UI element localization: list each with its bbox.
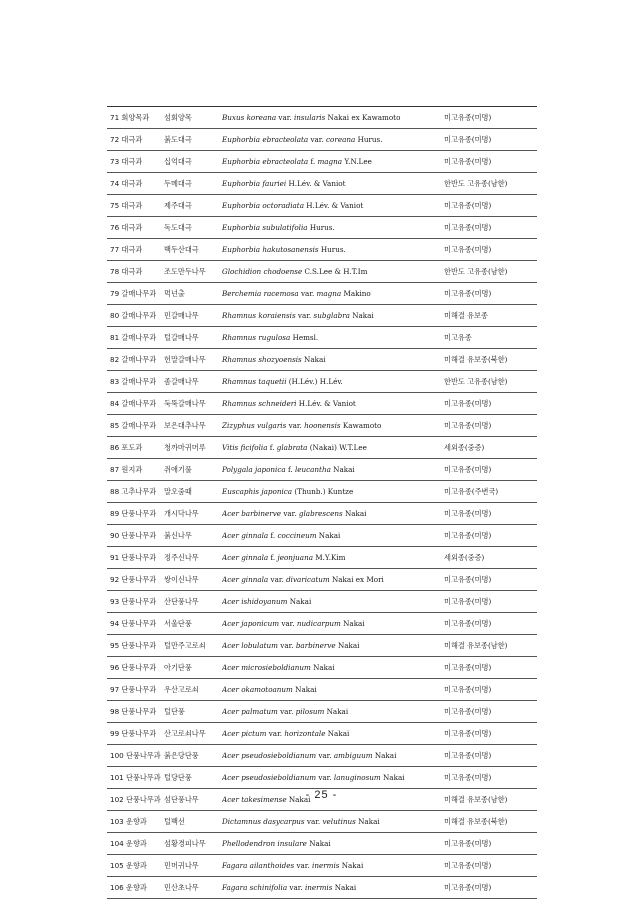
- status-cell: 미고유종(미명): [441, 239, 537, 261]
- scientific-name-italic: Vitis ficifolia: [222, 443, 268, 452]
- status-cell: 미고유종(미명): [441, 217, 537, 239]
- table-row: [107, 701, 537, 723]
- scientific-name-italic: Acer microsieboldianum: [222, 663, 311, 672]
- scientific-name-plain: Nakai: [380, 773, 405, 782]
- scientific-name-plain: Nakai: [335, 641, 360, 650]
- scientific-name-plain: M.Y.Kim: [312, 553, 346, 562]
- number-family-cell: 87 원지과: [107, 459, 164, 481]
- number-family-cell: 86 포도과: [107, 437, 164, 459]
- scientific-name-plain: var.: [277, 641, 296, 650]
- number-family-cell: 80 갈매나무과: [107, 305, 164, 327]
- number-family-cell: 77 대극과: [107, 239, 164, 261]
- number-family-cell: 78 대극과: [107, 261, 164, 283]
- korean-name-cell: 털갈매나무: [164, 327, 222, 349]
- table-row: [107, 811, 537, 833]
- scientific-name-plain: (Thunb.) Kuntze: [292, 487, 354, 496]
- number-family-cell: 91 단풍나무과: [107, 547, 164, 569]
- scientific-name-plain: Nakai: [306, 839, 331, 848]
- scientific-name-plain: Nakai: [292, 685, 317, 694]
- status-cell: 미고유종(미명): [441, 151, 537, 173]
- scientific-name-cell: [222, 349, 441, 371]
- scientific-name-italic: Zizyphus vulgaris: [222, 421, 287, 430]
- scientific-name-plain: H.Lév. & Vaniot: [286, 179, 346, 188]
- scientific-name-plain: Nakai: [372, 751, 397, 760]
- scientific-name-cell: [222, 503, 441, 525]
- table-row: [107, 107, 537, 129]
- korean-name-cell: 서울단풍: [164, 613, 222, 635]
- number-family-cell: 79 갈매나무과: [107, 283, 164, 305]
- scientific-name-plain: Nakai: [286, 795, 311, 804]
- number-family-cell: 73 대극과: [107, 151, 164, 173]
- korean-name-cell: 두메대극: [164, 173, 222, 195]
- status-cell: 미해결 유보종(남한): [441, 635, 537, 657]
- scientific-name-cell: [222, 745, 441, 767]
- status-cell: 미고유종(미명): [441, 767, 537, 789]
- status-cell: 미고유종(주변국): [441, 481, 537, 503]
- table-row: [107, 547, 537, 569]
- scientific-name-cell: [222, 195, 441, 217]
- scientific-name-italic: Acer ginnala: [222, 575, 269, 584]
- page-number: - 25 -: [305, 789, 338, 801]
- table-row: [107, 305, 537, 327]
- scientific-name-plain: var.: [266, 729, 285, 738]
- scientific-name-plain: var.: [316, 773, 334, 782]
- scientific-name-cell: [222, 811, 441, 833]
- scientific-name-cell: [222, 635, 441, 657]
- korean-name-cell: 털당단풍: [164, 767, 222, 789]
- table-row: [107, 459, 537, 481]
- korean-name-cell: 털만주고로쇠: [164, 635, 222, 657]
- scientific-name-plain: var.: [316, 751, 334, 760]
- table-row: [107, 877, 537, 899]
- scientific-name-plain: var.: [281, 509, 299, 518]
- number-family-cell: 92 단풍나무과: [107, 569, 164, 591]
- status-cell: 미고유종(미명): [441, 855, 537, 877]
- status-cell: 미고유종(미명): [441, 745, 537, 767]
- scientific-name-italic: glabrescens: [298, 509, 343, 518]
- species-table: [107, 106, 537, 899]
- scientific-name-italic: Rhamnus shozyoensis: [222, 355, 302, 364]
- number-family-cell: 89 단풍나무과: [107, 503, 164, 525]
- table-row: [107, 151, 537, 173]
- table-row: [107, 437, 537, 459]
- status-cell: 미고유종(미명): [441, 657, 537, 679]
- scientific-name-plain: Nakai: [301, 355, 326, 364]
- scientific-name-italic: divaricatum: [286, 575, 330, 584]
- scientific-name-italic: Berchemia racemosa: [222, 289, 299, 298]
- number-family-cell: 71 회양목과: [107, 107, 164, 129]
- scientific-name-italic: subglabra: [313, 311, 350, 320]
- number-family-cell: 81 갈매나무과: [107, 327, 164, 349]
- scientific-name-plain: var.: [277, 707, 296, 716]
- scientific-name-cell: [222, 547, 441, 569]
- korean-name-cell: 산고로쇠나무: [164, 723, 222, 745]
- scientific-name-plain: Nakai: [332, 883, 357, 892]
- scientific-name-plain: var.: [279, 619, 297, 628]
- number-family-cell: 75 대극과: [107, 195, 164, 217]
- scientific-name-cell: [222, 569, 441, 591]
- table-row: [107, 569, 537, 591]
- status-cell: 미고유종(미명): [441, 503, 537, 525]
- scientific-name-italic: Acer barbinerve: [222, 509, 282, 518]
- scientific-name-plain: Hurus.: [355, 135, 383, 144]
- scientific-name-italic: Rhamnus schneideri: [222, 399, 297, 408]
- status-cell: 한반도 고유종(남한): [441, 261, 537, 283]
- scientific-name-plain: (H.Lév.) H.Lév.: [286, 377, 343, 386]
- korean-name-cell: 섬황경피나무: [164, 833, 222, 855]
- scientific-name-cell: [222, 327, 441, 349]
- scientific-name-italic: Fagara schinifolia: [222, 883, 288, 892]
- scientific-name-plain: Nakai: [287, 597, 312, 606]
- number-family-cell: 88 고추나무과: [107, 481, 164, 503]
- table-row: [107, 635, 537, 657]
- korean-name-cell: 청까마귀머루: [164, 437, 222, 459]
- scientific-name-cell: [222, 767, 441, 789]
- table-row: [107, 525, 537, 547]
- korean-name-cell: 민산초나무: [164, 877, 222, 899]
- status-cell: 세외종(중증): [441, 437, 537, 459]
- scientific-name-cell: [222, 679, 441, 701]
- korean-name-cell: 십억대극: [164, 151, 222, 173]
- scientific-name-italic: magna: [317, 157, 343, 166]
- korean-name-cell: 민갈매나무: [164, 305, 222, 327]
- scientific-name-plain: Nakai ex Kawamoto: [325, 113, 401, 122]
- korean-name-cell: 개시닥나무: [164, 503, 222, 525]
- scientific-name-plain: Hurus.: [307, 223, 335, 232]
- korean-name-cell: 털단풍: [164, 701, 222, 723]
- scientific-name-cell: [222, 173, 441, 195]
- scientific-name-cell: [222, 525, 441, 547]
- number-family-cell: 83 갈매나무과: [107, 371, 164, 393]
- status-cell: 한반도 고유종(남한): [441, 173, 537, 195]
- scientific-name-italic: hoonensis: [304, 421, 341, 430]
- scientific-name-cell: [222, 855, 441, 877]
- number-family-cell: 96 단풍나무과: [107, 657, 164, 679]
- korean-name-cell: 보은대추나무: [164, 415, 222, 437]
- scientific-name-italic: Dictamnus dasycarpus: [222, 817, 305, 826]
- number-family-cell: 106 운향과: [107, 877, 164, 899]
- scientific-name-italic: Phellodendron insulare: [222, 839, 307, 848]
- number-family-cell: 82 갈매나무과: [107, 349, 164, 371]
- scientific-name-italic: Acer pictum: [222, 729, 267, 738]
- scientific-name-plain: C.S.Lee & H.T.Im: [302, 267, 368, 276]
- status-cell: 세외종(중증): [441, 547, 537, 569]
- scientific-name-italic: jeonjuana: [277, 553, 313, 562]
- scientific-name-cell: [222, 305, 441, 327]
- scientific-name-plain: Nakai: [324, 707, 349, 716]
- korean-name-cell: 털백선: [164, 811, 222, 833]
- number-family-cell: 85 갈매나무과: [107, 415, 164, 437]
- korean-name-cell: 붉은당단풍: [164, 745, 222, 767]
- scientific-name-plain: Nakai: [310, 663, 335, 672]
- number-family-cell: 72 대극과: [107, 129, 164, 151]
- korean-name-cell: 민머귀나무: [164, 855, 222, 877]
- status-cell: 미고유종(미명): [441, 679, 537, 701]
- scientific-name-plain: Nakai: [325, 729, 350, 738]
- status-cell: 미해결 유보종(북한): [441, 349, 537, 371]
- scientific-name-cell: [222, 239, 441, 261]
- table-row: [107, 173, 537, 195]
- scientific-name-cell: [222, 591, 441, 613]
- scientific-name-plain: Nakai: [339, 861, 364, 870]
- table-row: [107, 393, 537, 415]
- scientific-name-cell: [222, 481, 441, 503]
- scientific-name-italic: pilosum: [295, 707, 325, 716]
- scientific-name-italic: leucantha: [294, 465, 331, 474]
- scientific-name-italic: Acer lobulatum: [222, 641, 278, 650]
- scientific-name-cell: [222, 877, 441, 899]
- korean-name-cell: 둑뚝갈매나무: [164, 393, 222, 415]
- scientific-name-cell: [222, 415, 441, 437]
- scientific-name-italic: ambiguum: [333, 751, 373, 760]
- scientific-name-italic: Rhamnus taquetii: [222, 377, 287, 386]
- table-row: [107, 833, 537, 855]
- scientific-name-italic: glabrata: [276, 443, 308, 452]
- table-row: [107, 415, 537, 437]
- number-family-cell: 74 대극과: [107, 173, 164, 195]
- scientific-name-italic: Glochidion chodoense: [222, 267, 303, 276]
- korean-name-cell: 아기단풍: [164, 657, 222, 679]
- scientific-name-plain: f.: [308, 157, 318, 166]
- scientific-name-cell: [222, 283, 441, 305]
- scientific-name-cell: [222, 613, 441, 635]
- scientific-name-italic: Acer ishidoyanum: [222, 597, 288, 606]
- scientific-name-italic: Buxus koreana: [222, 113, 277, 122]
- table-row: [107, 195, 537, 217]
- scientific-name-italic: Acer ginnala: [222, 531, 269, 540]
- status-cell: 미고유종(미명): [441, 877, 537, 899]
- scientific-name-plain: Y.N.Lee: [342, 157, 372, 166]
- scientific-name-plain: Nakai: [316, 531, 341, 540]
- table-row: [107, 613, 537, 635]
- species-table-body: [107, 107, 537, 899]
- scientific-name-plain: (Nakai) W.T.Lee: [307, 443, 367, 452]
- scientific-name-cell: [222, 107, 441, 129]
- status-cell: 미고유종(미명): [441, 459, 537, 481]
- korean-name-cell: 붉도대극: [164, 129, 222, 151]
- scientific-name-cell: [222, 261, 441, 283]
- scientific-name-plain: H.Lév. & Vaniot: [304, 201, 364, 210]
- korean-name-cell: 먹넌출: [164, 283, 222, 305]
- number-family-cell: 98 단풍나무과: [107, 701, 164, 723]
- number-family-cell: 76 대극과: [107, 217, 164, 239]
- scientific-name-italic: horizontale: [284, 729, 326, 738]
- scientific-name-italic: inermis: [312, 861, 340, 870]
- korean-name-cell: 조도만두나무: [164, 261, 222, 283]
- table-row: [107, 745, 537, 767]
- status-cell: 한반도 고유종(남한): [441, 371, 537, 393]
- scientific-name-italic: insularis: [294, 113, 326, 122]
- status-cell: 미고유종(미명): [441, 393, 537, 415]
- korean-name-cell: 제주대극: [164, 195, 222, 217]
- scientific-name-plain: Nakai ex Mori: [329, 575, 384, 584]
- scientific-name-plain: Nakai: [355, 817, 380, 826]
- status-cell: 미고유종(미명): [441, 833, 537, 855]
- table-row: [107, 349, 537, 371]
- number-family-cell: 102 단풍나무과: [107, 789, 164, 811]
- scientific-name-italic: Rhamnus rugulosa: [222, 333, 291, 342]
- scientific-name-plain: var.: [287, 883, 305, 892]
- korean-name-cell: 말오줌때: [164, 481, 222, 503]
- scientific-name-plain: Nakai: [340, 619, 365, 628]
- scientific-name-plain: Makino: [341, 289, 371, 298]
- scientific-name-plain: var.: [308, 135, 327, 144]
- table-row: [107, 129, 537, 151]
- status-cell: 미해결 유보종(북한): [441, 811, 537, 833]
- scientific-name-cell: [222, 371, 441, 393]
- table-row: [107, 261, 537, 283]
- korean-name-cell: 쌍이신나무: [164, 569, 222, 591]
- number-family-cell: 90 단풍나무과: [107, 525, 164, 547]
- status-cell: 미고유종(미명): [441, 195, 537, 217]
- scientific-name-cell: [222, 459, 441, 481]
- scientific-name-cell: [222, 833, 441, 855]
- korean-name-cell: 쥐애기풀: [164, 459, 222, 481]
- korean-name-cell: 좀갈매나무: [164, 371, 222, 393]
- scientific-name-plain: var.: [294, 861, 313, 870]
- status-cell: 미고유종(미명): [441, 591, 537, 613]
- status-cell: 미고유종(미명): [441, 525, 537, 547]
- scientific-name-cell: [222, 393, 441, 415]
- scientific-name-italic: coccineum: [277, 531, 317, 540]
- scientific-name-plain: Kawamoto: [340, 421, 382, 430]
- scientific-name-plain: var.: [304, 817, 323, 826]
- status-cell: 미해결 유보종(남한): [441, 789, 537, 811]
- scientific-name-plain: f.: [285, 465, 295, 474]
- scientific-name-italic: Euphorbia ebracteolata: [222, 157, 309, 166]
- table-row: [107, 679, 537, 701]
- number-family-cell: 99 단풍나무과: [107, 723, 164, 745]
- table-row: [107, 723, 537, 745]
- korean-name-cell: 독도대극: [164, 217, 222, 239]
- scientific-name-plain: H.Lév. & Vaniot: [296, 399, 356, 408]
- scientific-name-italic: Euphorbia hakutosanensis: [222, 245, 319, 254]
- scientific-name-italic: lanuginosum: [333, 773, 381, 782]
- scientific-name-cell: [222, 151, 441, 173]
- status-cell: 미고유종(미명): [441, 569, 537, 591]
- number-family-cell: 93 단풍나무과: [107, 591, 164, 613]
- scientific-name-italic: Euphorbia subulatifolia: [222, 223, 308, 232]
- scientific-name-italic: Fagara ailanthoides: [222, 861, 295, 870]
- scientific-name-plain: var.: [286, 421, 305, 430]
- korean-name-cell: 우산고로쇠: [164, 679, 222, 701]
- scientific-name-plain: f.: [267, 443, 277, 452]
- scientific-name-italic: Acer japonicum: [222, 619, 280, 628]
- scientific-name-cell: [222, 701, 441, 723]
- number-family-cell: 84 갈매나무과: [107, 393, 164, 415]
- scientific-name-plain: Hemsl.: [290, 333, 319, 342]
- scientific-name-plain: var.: [298, 289, 317, 298]
- status-cell: 미고유종(미명): [441, 107, 537, 129]
- scientific-name-italic: Euphorbia octoradiata: [222, 201, 304, 210]
- scientific-name-italic: magna: [316, 289, 342, 298]
- status-cell: 미해결 유보종: [441, 305, 537, 327]
- scientific-name-italic: coreana: [326, 135, 356, 144]
- scientific-name-cell: [222, 129, 441, 151]
- korean-name-cell: 정주신나무: [164, 547, 222, 569]
- scientific-name-plain: Nakai: [330, 465, 355, 474]
- table-row: [107, 327, 537, 349]
- scientific-name-plain: Nakai: [342, 509, 367, 518]
- scientific-name-plain: var.: [268, 575, 287, 584]
- scientific-name-italic: Acer palmatum: [222, 707, 278, 716]
- scientific-name-plain: f.: [268, 531, 278, 540]
- scientific-name-italic: barbinerve: [295, 641, 336, 650]
- table-row: [107, 371, 537, 393]
- scientific-name-cell: [222, 657, 441, 679]
- table-row: [107, 503, 537, 525]
- korean-name-cell: 헌말갈매나무: [164, 349, 222, 371]
- scientific-name-italic: Acer ginnala: [222, 553, 269, 562]
- scientific-name-italic: Euscaphis japonica: [222, 487, 293, 496]
- number-family-cell: 103 운향과: [107, 811, 164, 833]
- status-cell: 미고유종: [441, 327, 537, 349]
- number-family-cell: 94 단풍나무과: [107, 613, 164, 635]
- scientific-name-plain: var.: [295, 311, 314, 320]
- scientific-name-plain: Nakai: [349, 311, 374, 320]
- scientific-name-italic: Acer pseudosieboldianum: [222, 751, 317, 760]
- number-family-cell: 101 단풍나무과: [107, 767, 164, 789]
- scientific-name-italic: inermis: [304, 883, 333, 892]
- status-cell: 미고유종(미명): [441, 129, 537, 151]
- number-family-cell: 95 단풍나무과: [107, 635, 164, 657]
- status-cell: 미고유종(미명): [441, 415, 537, 437]
- number-family-cell: 100 단풍나무과: [107, 745, 164, 767]
- scientific-name-italic: nudicarpum: [296, 619, 341, 628]
- table-row: [107, 217, 537, 239]
- scientific-name-italic: velutinus: [322, 817, 356, 826]
- number-family-cell: 97 단풍나무과: [107, 679, 164, 701]
- scientific-name-italic: Polygala japonica: [222, 465, 286, 474]
- scientific-name-italic: Euphorbia fauriei: [222, 179, 287, 188]
- status-cell: 미고유종(미명): [441, 613, 537, 635]
- table-row: [107, 481, 537, 503]
- status-cell: 미고유종(미명): [441, 701, 537, 723]
- scientific-name-italic: Acer takesimense: [222, 795, 287, 804]
- status-cell: 미고유종(미명): [441, 283, 537, 305]
- table-row: [107, 767, 537, 789]
- table-row: [107, 283, 537, 305]
- scientific-name-cell: [222, 217, 441, 239]
- korean-name-cell: 산단풍나무: [164, 591, 222, 613]
- scientific-name-plain: f.: [268, 553, 278, 562]
- scientific-name-italic: Euphorbia ebracteolata: [222, 135, 309, 144]
- table-row: [107, 855, 537, 877]
- scientific-name-italic: Acer pseudosieboldianum: [222, 773, 317, 782]
- table-row: [107, 591, 537, 613]
- scientific-name-italic: Rhamnus koraiensis: [222, 311, 296, 320]
- table-row: [107, 239, 537, 261]
- number-family-cell: 104 운향과: [107, 833, 164, 855]
- number-family-cell: 105 운향과: [107, 855, 164, 877]
- scientific-name-cell: [222, 437, 441, 459]
- scientific-name-plain: Hurus.: [318, 245, 346, 254]
- korean-name-cell: 섬단풍나무: [164, 789, 222, 811]
- status-cell: 미고유종(미명): [441, 723, 537, 745]
- korean-name-cell: 붉신나무: [164, 525, 222, 547]
- korean-name-cell: 백두산대극: [164, 239, 222, 261]
- scientific-name-cell: [222, 723, 441, 745]
- table-row: [107, 657, 537, 679]
- korean-name-cell: 섬회양목: [164, 107, 222, 129]
- scientific-name-italic: Acer okamotoanum: [222, 685, 293, 694]
- scientific-name-plain: var.: [276, 113, 294, 122]
